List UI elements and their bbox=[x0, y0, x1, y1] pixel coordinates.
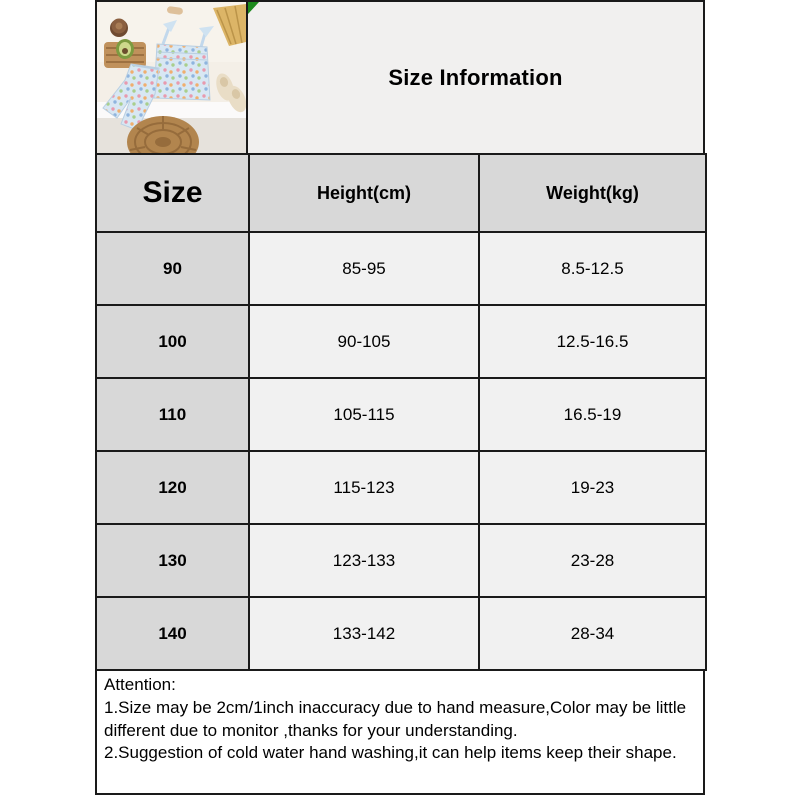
weight-value: 16.5-19 bbox=[479, 378, 706, 451]
height-value: 123-133 bbox=[249, 524, 479, 597]
height-value: 133-142 bbox=[249, 597, 479, 670]
table-row bbox=[96, 378, 706, 451]
height-value: 105-115 bbox=[249, 378, 479, 451]
column-header-height: Height(cm) bbox=[249, 154, 479, 232]
column-header-size: Size bbox=[96, 154, 249, 232]
table-header-row bbox=[96, 154, 706, 232]
size-value: 120 bbox=[96, 451, 249, 524]
height-value: 90-105 bbox=[249, 305, 479, 378]
size-table bbox=[95, 153, 707, 671]
size-value: 130 bbox=[96, 524, 249, 597]
top-section bbox=[95, 0, 705, 155]
table-row bbox=[96, 451, 706, 524]
size-value: 100 bbox=[96, 305, 249, 378]
table-row bbox=[96, 232, 706, 305]
table-row bbox=[96, 597, 706, 670]
weight-value: 12.5-16.5 bbox=[479, 305, 706, 378]
height-value: 85-95 bbox=[249, 232, 479, 305]
attention-note bbox=[95, 669, 705, 795]
size-chart-sheet bbox=[95, 0, 705, 795]
table-row bbox=[96, 524, 706, 597]
attention-note-2: 2.Suggestion of cold water hand washing,it can help items keep their shape. bbox=[104, 743, 677, 763]
product-photo bbox=[95, 0, 248, 155]
attention-title: Attention: bbox=[104, 675, 176, 694]
green-corner-marker-icon bbox=[248, 2, 260, 14]
size-information-header bbox=[246, 0, 705, 155]
size-value: 90 bbox=[96, 232, 249, 305]
weight-value: 23-28 bbox=[479, 524, 706, 597]
product-photo-illustration bbox=[97, 2, 246, 153]
weight-value: 28-34 bbox=[479, 597, 706, 670]
column-header-weight: Weight(kg) bbox=[479, 154, 706, 232]
size-value: 140 bbox=[96, 597, 249, 670]
attention-note-1: 1.Size may be 2cm/1inch inaccuracy due to hand measure,Color may be little different due to monitor ,thanks for your understanding. bbox=[104, 697, 687, 740]
weight-value: 8.5-12.5 bbox=[479, 232, 706, 305]
size-value: 110 bbox=[96, 378, 249, 451]
table-row bbox=[96, 305, 706, 378]
height-value: 115-123 bbox=[249, 451, 479, 524]
weight-value: 19-23 bbox=[479, 451, 706, 524]
page-title: Size Information bbox=[388, 64, 563, 90]
